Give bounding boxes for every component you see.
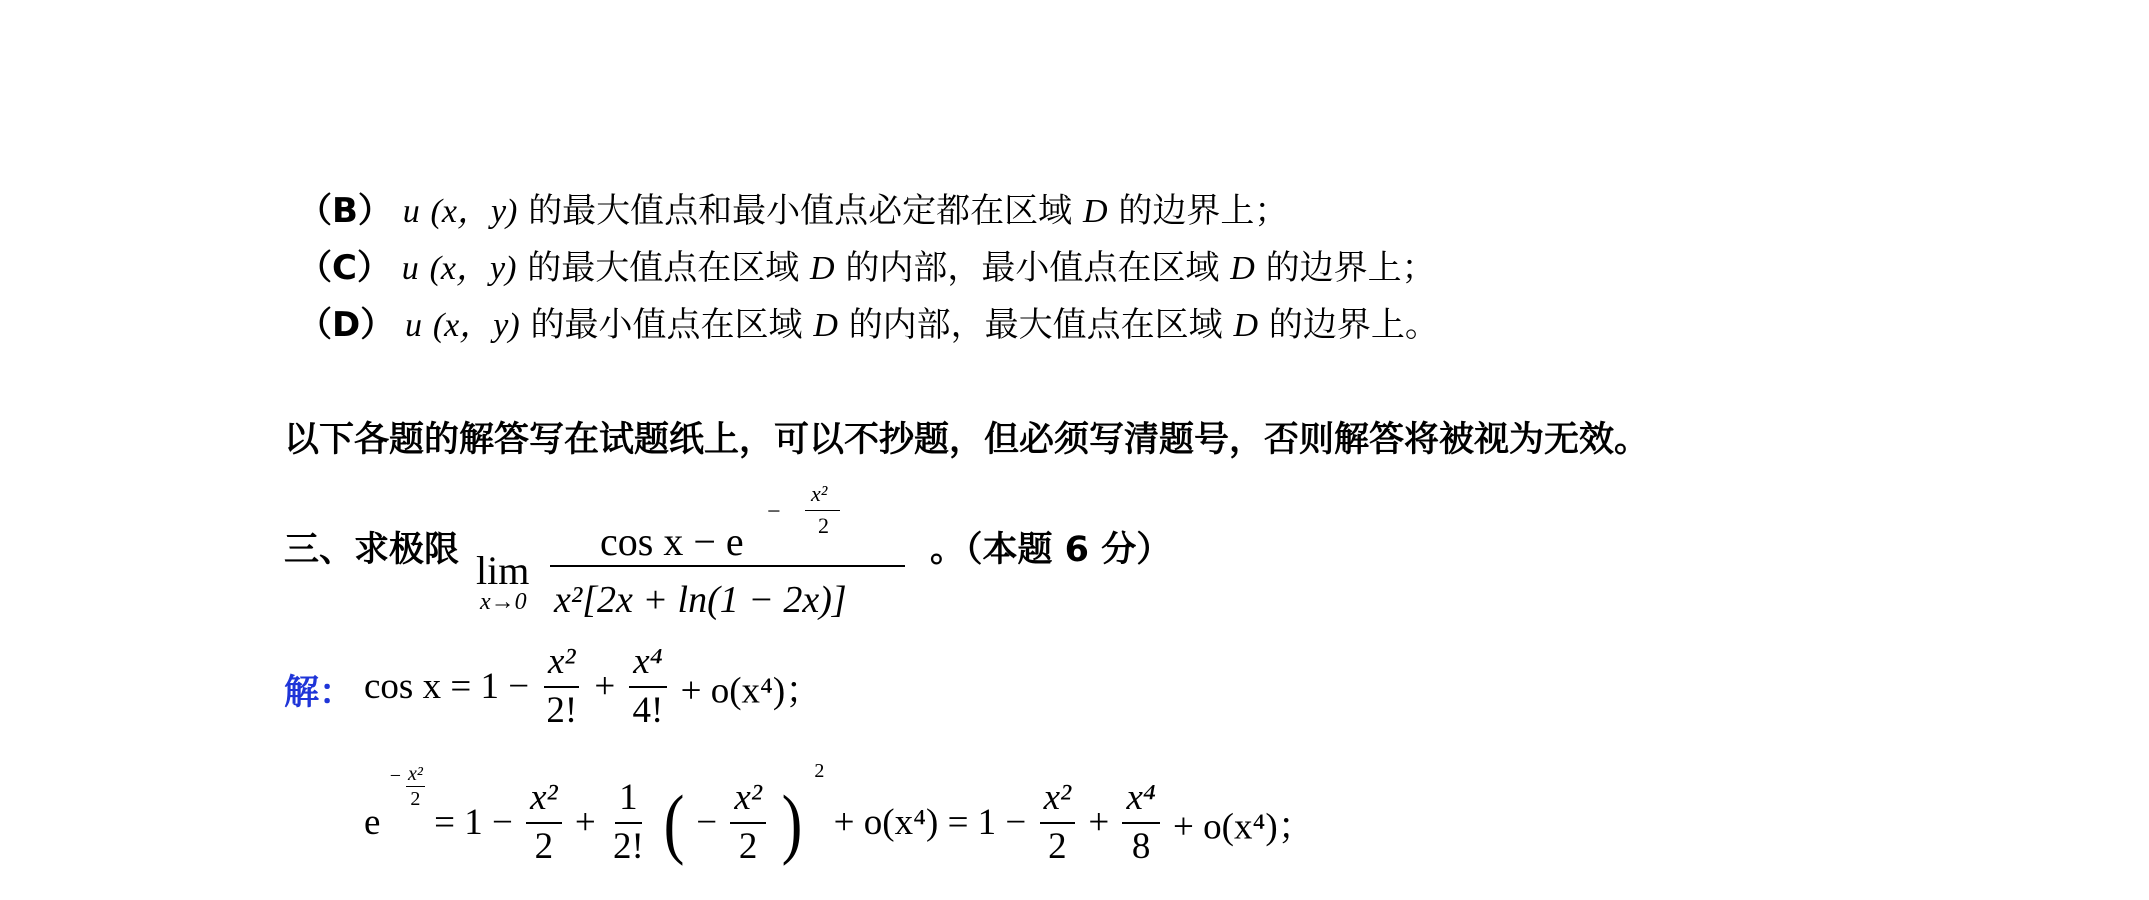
solution-line-1-fraction-1 — [542, 642, 581, 731]
instructions-text: 以下各题的解答写在试题纸上，可以不抄题，但必须写清题号，否则解答将被视为无效。 — [284, 420, 1650, 460]
limit-exponent-fraction-line — [805, 510, 840, 511]
line-2-inner-sign: − — [696, 802, 718, 844]
line-2-fraction-1-numerator: x² — [526, 778, 562, 824]
solution-line-1-fraction-2 — [629, 642, 668, 731]
fraction-1-numerator: x² — [544, 642, 580, 688]
line-2-fraction-3 — [1040, 778, 1076, 867]
solution-line-2 — [364, 760, 1315, 867]
problem-3-lead: 三、求极限 — [284, 530, 460, 570]
solution-line-1 — [364, 642, 822, 731]
limit-denominator: x²[2x + ln(1 − 2x)] — [554, 579, 847, 621]
line-2-exponent-fraction — [406, 764, 425, 809]
line-2-fraction-2-numerator: 1 — [615, 778, 642, 824]
fraction-2-denominator: 4! — [632, 689, 664, 731]
option-d-var-d1: D — [813, 307, 838, 344]
option-c-vars: (x，y) — [429, 250, 517, 287]
option-d-label: （D） — [298, 305, 395, 345]
line-2-inner-numerator: x² — [730, 778, 766, 824]
line-2-plus-1: + — [574, 802, 596, 844]
line-2-plus-3: + — [1088, 802, 1110, 844]
line-2-equals: = 1 − — [434, 802, 513, 844]
fraction-1-denominator: 2! — [546, 689, 578, 731]
option-d-line — [298, 305, 1439, 346]
option-c-var-d1: D — [810, 250, 835, 287]
option-d-var-u: u — [405, 307, 423, 344]
line-2-exponent-denominator: 2 — [410, 788, 421, 810]
line-2-inner-fraction — [730, 778, 766, 867]
option-b-var-d: D — [1083, 193, 1108, 230]
solution-line-1-left: cos x = 1 − — [364, 666, 530, 708]
option-b-text-1: 的最大值点和最小值点必定都在区域 — [528, 191, 1073, 231]
line-2-fraction-2-denominator: 2! — [612, 825, 644, 867]
line-2-fraction-4 — [1122, 778, 1159, 867]
option-d-vars: (x，y) — [432, 307, 520, 344]
option-b-var-u: u — [402, 193, 420, 230]
option-d-text-2: 的内部，最大值点在区域 — [848, 305, 1223, 345]
line-2-middle: + o(x⁴) = 1 − — [833, 802, 1027, 844]
solution-label: 解： — [284, 673, 355, 713]
line-2-fraction-1-denominator: 2 — [534, 825, 554, 867]
line-2-exponent-sign: − — [389, 764, 401, 787]
option-d-var-d2: D — [1233, 307, 1259, 344]
limit-exponent-denominator: 2 — [818, 513, 829, 538]
option-b-line — [298, 191, 1288, 232]
option-c-var-u: u — [401, 250, 419, 287]
line-2-power: 2 — [814, 760, 825, 782]
limit-numerator-text: cos x − e — [600, 519, 744, 564]
limit-exponent-sign: − — [767, 499, 781, 525]
option-c-var-d2: D — [1230, 250, 1255, 287]
line-2-fraction-4-denominator: 8 — [1131, 825, 1151, 867]
line-2-right-paren: ) — [781, 778, 803, 866]
option-c-line — [298, 248, 1436, 289]
option-d-text-3: 的边界上。 — [1268, 305, 1439, 345]
fraction-2-numerator: x⁴ — [629, 642, 666, 688]
option-b-label: （B） — [298, 191, 392, 231]
line-2-fraction-4-numerator: x⁴ — [1122, 778, 1159, 824]
solution-line-1-plus: + — [594, 666, 616, 708]
line-2-fraction-3-numerator: x² — [1040, 778, 1076, 824]
solution-line-1-tail: + o(x⁴)； — [680, 670, 823, 712]
option-b-vars: (x，y) — [430, 193, 518, 230]
line-2-fraction-2 — [609, 778, 648, 867]
line-2-exponent — [390, 764, 425, 809]
option-d-text-1: 的最小值点在区域 — [530, 305, 803, 345]
option-c-text-1: 的最大值点在区域 — [527, 248, 800, 288]
option-c-text-2: 的内部，最小值点在区域 — [845, 248, 1220, 288]
option-c-text-3: 的边界上； — [1265, 248, 1436, 288]
line-2-inner-denominator: 2 — [738, 825, 758, 867]
limit-numerator — [600, 518, 744, 565]
limit-exponent-numerator: x² — [811, 481, 828, 506]
line-2-e: e — [364, 802, 381, 844]
line-2-fraction-3-denominator: 2 — [1048, 825, 1067, 867]
problem-3-tail: 。（本题 6 分） — [930, 530, 1172, 570]
line-2-left-paren: ( — [663, 778, 685, 866]
option-c-label: （C） — [298, 248, 391, 288]
limit-word: lim — [476, 548, 530, 593]
limit-main-fraction-line — [550, 565, 905, 567]
line-2-exponent-numerator: x² — [407, 763, 423, 785]
line-2-fraction-1 — [526, 778, 562, 867]
line-2-tail: + o(x⁴)； — [1173, 806, 1315, 848]
problem-3-limit-expression — [476, 475, 906, 625]
limit-subscript: x→0 — [480, 589, 527, 615]
option-b-text-2: 的边界上； — [1118, 191, 1289, 231]
